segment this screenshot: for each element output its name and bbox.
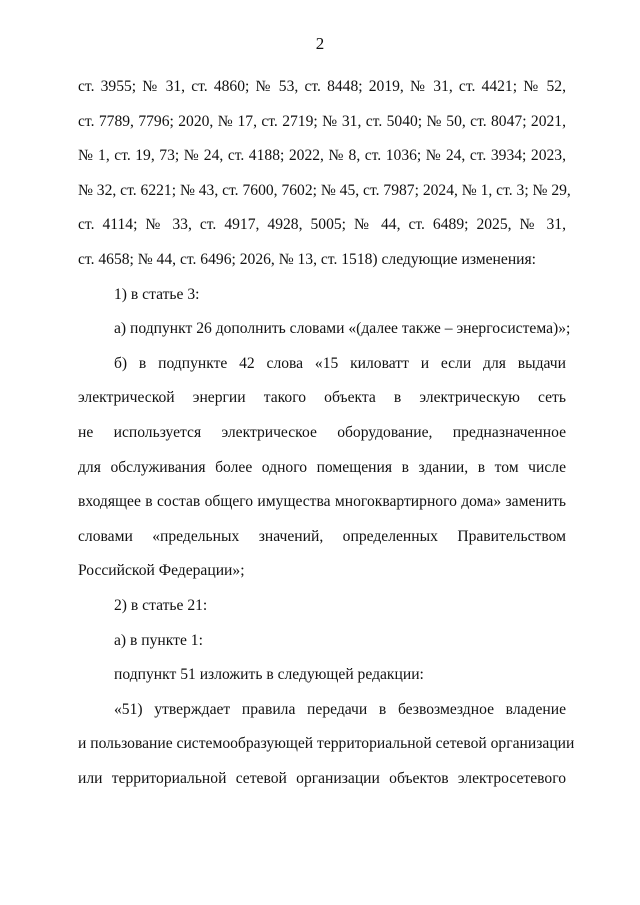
paragraph-new-text-51 bbox=[78, 693, 575, 797]
text-line: электрической энергии такого объекта в электрическую сеть bbox=[78, 389, 566, 407]
text-line: и пользование системообразующей территориальной сетевой организации bbox=[78, 735, 575, 753]
text-line: а) подпункт 26 дополнить словами «(далее также – энергосистема)»; bbox=[114, 320, 571, 338]
paragraph-item-2-a bbox=[78, 624, 566, 659]
text-line: не используется электрическое оборудование, предназначенное bbox=[78, 423, 566, 441]
paragraph-sources bbox=[78, 70, 571, 278]
text-line: подпункт 51 изложить в следующей редакции: bbox=[114, 666, 424, 684]
text-line: № 1, ст. 19, 73; № 24, ст. 4188; 2022, № 8, ст. 1036; № 24, ст. 3934; 2023, bbox=[78, 147, 566, 165]
paragraph-item-2 bbox=[78, 589, 566, 624]
paragraph-item-1 bbox=[78, 278, 566, 313]
text-line: ст. 4114; № 33, ст. 4917, 4928, 5005; № 44, ст. 6489; 2025, № 31, bbox=[78, 216, 566, 234]
text-line: б) в подпункте 42 слова «15 киловатт и если для выдачи bbox=[114, 354, 566, 372]
paragraph-subitem-b bbox=[78, 347, 566, 589]
paragraph-subpoint-51 bbox=[78, 658, 566, 693]
page-number: 2 bbox=[315, 34, 325, 53]
paragraph-subitem-a bbox=[78, 312, 571, 347]
text-line: «51) утверждает правила передачи в безвозмездное владение bbox=[114, 700, 566, 718]
text-line: ст. 7789, 7796; 2020, № 17, ст. 2719; № 31, ст. 5040; № 50, ст. 8047; 2021, bbox=[78, 112, 566, 130]
text-line: 1) в статье 3: bbox=[114, 285, 200, 303]
text-line: а) в пункте 1: bbox=[114, 631, 203, 649]
text-line: Российской Федерации»; bbox=[78, 562, 245, 580]
text-line: ст. 3955; № 31, ст. 4860; № 53, ст. 8448; 2019, № 31, ст. 4421; № 52, bbox=[78, 78, 566, 95]
text-line: № 32, ст. 6221; № 43, ст. 7600, 7602; № 45, ст. 7987; 2024, № 1, ст. 3; № 29, bbox=[78, 181, 571, 199]
text-line: входящее в состав общего имущества многоквартирного дома» заменить bbox=[78, 493, 566, 511]
document-body bbox=[78, 70, 575, 796]
text-line: 2) в статье 21: bbox=[114, 596, 208, 614]
text-line: словами «предельных значений, определенных Правительством bbox=[78, 527, 566, 545]
text-line: или территориальной сетевой организации объектов электросетевого bbox=[78, 769, 566, 787]
text-line: для обслуживания более одного помещения в здании, в том числе bbox=[78, 458, 566, 476]
text-line: ст. 4658; № 44, ст. 6496; 2026, № 13, ст. 1518) следующие изменения: bbox=[78, 250, 537, 268]
